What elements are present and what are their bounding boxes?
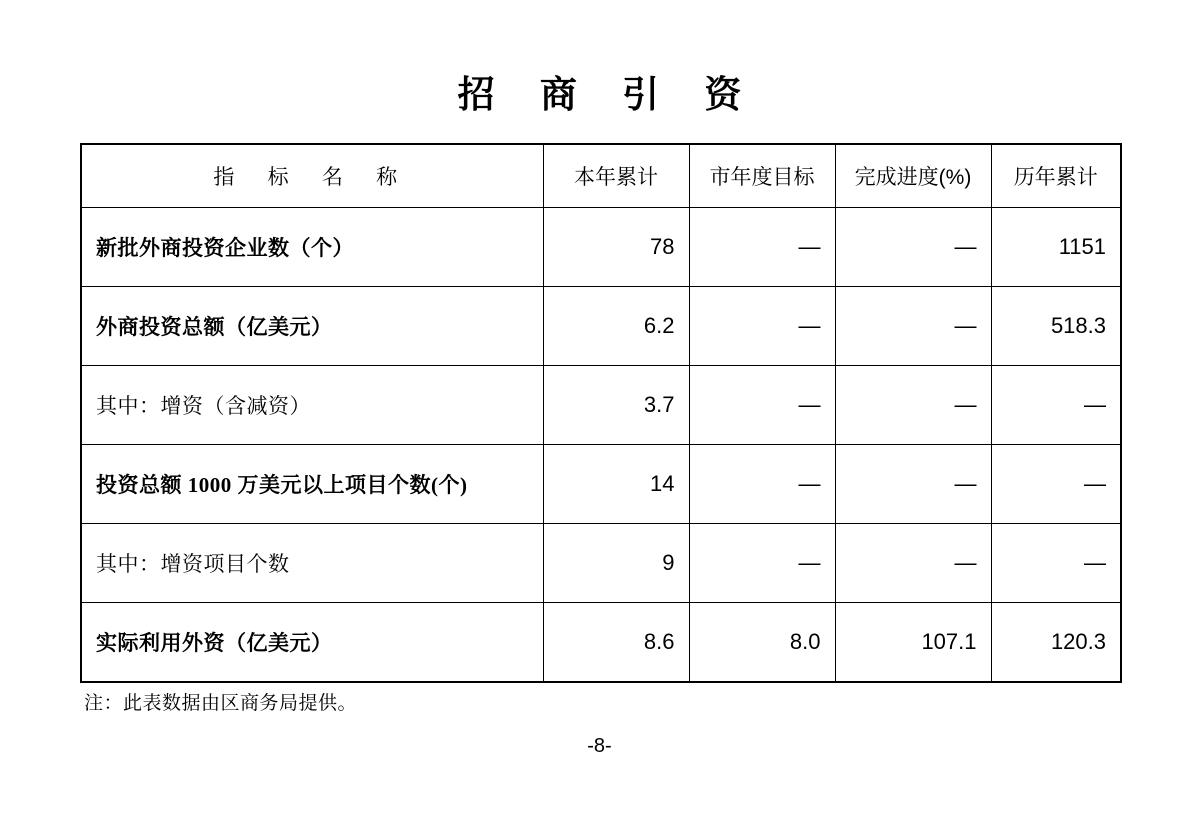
cell-indicator-name: 新批外商投资企业数（个） bbox=[81, 208, 543, 287]
cell-city-annual-target: — bbox=[689, 287, 835, 366]
cell-year-to-date: 78 bbox=[543, 208, 689, 287]
cell-city-annual-target: 8.0 bbox=[689, 603, 835, 683]
cell-year-to-date: 6.2 bbox=[543, 287, 689, 366]
cell-city-annual-target: — bbox=[689, 445, 835, 524]
table-row bbox=[81, 287, 1121, 366]
cell-completion-progress: — bbox=[835, 287, 991, 366]
cell-completion-progress: — bbox=[835, 366, 991, 445]
cell-cumulative-total: — bbox=[991, 366, 1121, 445]
table-footnote: 注：此表数据由区商务局提供。 bbox=[84, 693, 358, 714]
cell-completion-progress: — bbox=[835, 445, 991, 524]
column-header-cumulative-total: 历年累计 bbox=[991, 144, 1121, 208]
cell-cumulative-total: 518.3 bbox=[991, 287, 1121, 366]
cell-year-to-date: 3.7 bbox=[543, 366, 689, 445]
column-header-city-annual-target: 市年度目标 bbox=[689, 144, 835, 208]
cell-completion-progress: — bbox=[835, 524, 991, 603]
table-body bbox=[81, 144, 1121, 682]
table-row bbox=[81, 445, 1121, 524]
table-row bbox=[81, 603, 1121, 683]
cell-city-annual-target: — bbox=[689, 524, 835, 603]
statistics-table-container bbox=[80, 143, 1120, 683]
column-header-indicator-name: 指 标 名 称 bbox=[81, 144, 543, 208]
cell-cumulative-total: — bbox=[991, 524, 1121, 603]
cell-city-annual-target: — bbox=[689, 208, 835, 287]
column-header-year-to-date: 本年累计 bbox=[543, 144, 689, 208]
cell-city-annual-target: — bbox=[689, 366, 835, 445]
cell-year-to-date: 9 bbox=[543, 524, 689, 603]
cell-year-to-date: 14 bbox=[543, 445, 689, 524]
cell-indicator-name: 外商投资总额（亿美元） bbox=[81, 287, 543, 366]
table-row bbox=[81, 366, 1121, 445]
cell-cumulative-total: 120.3 bbox=[991, 603, 1121, 683]
cell-indicator-name: 其中：增资（含减资） bbox=[81, 366, 543, 445]
cell-indicator-name: 实际利用外资（亿美元） bbox=[81, 603, 543, 683]
cell-year-to-date: 8.6 bbox=[543, 603, 689, 683]
table-row bbox=[81, 208, 1121, 287]
table-header-row bbox=[81, 144, 1121, 208]
cell-indicator-name: 投资总额 1000 万美元以上项目个数(个) bbox=[81, 445, 543, 524]
statistics-table bbox=[80, 143, 1122, 683]
cell-indicator-name: 其中：增资项目个数 bbox=[81, 524, 543, 603]
column-header-completion-progress: 完成进度(%) bbox=[835, 144, 991, 208]
cell-cumulative-total: 1151 bbox=[991, 208, 1121, 287]
page-title: 招 商 引 资 bbox=[457, 75, 760, 116]
cell-completion-progress: 107.1 bbox=[835, 603, 991, 683]
page-number: -8- bbox=[587, 735, 612, 757]
table-row bbox=[81, 524, 1121, 603]
cell-cumulative-total: — bbox=[991, 445, 1121, 524]
cell-completion-progress: — bbox=[835, 208, 991, 287]
